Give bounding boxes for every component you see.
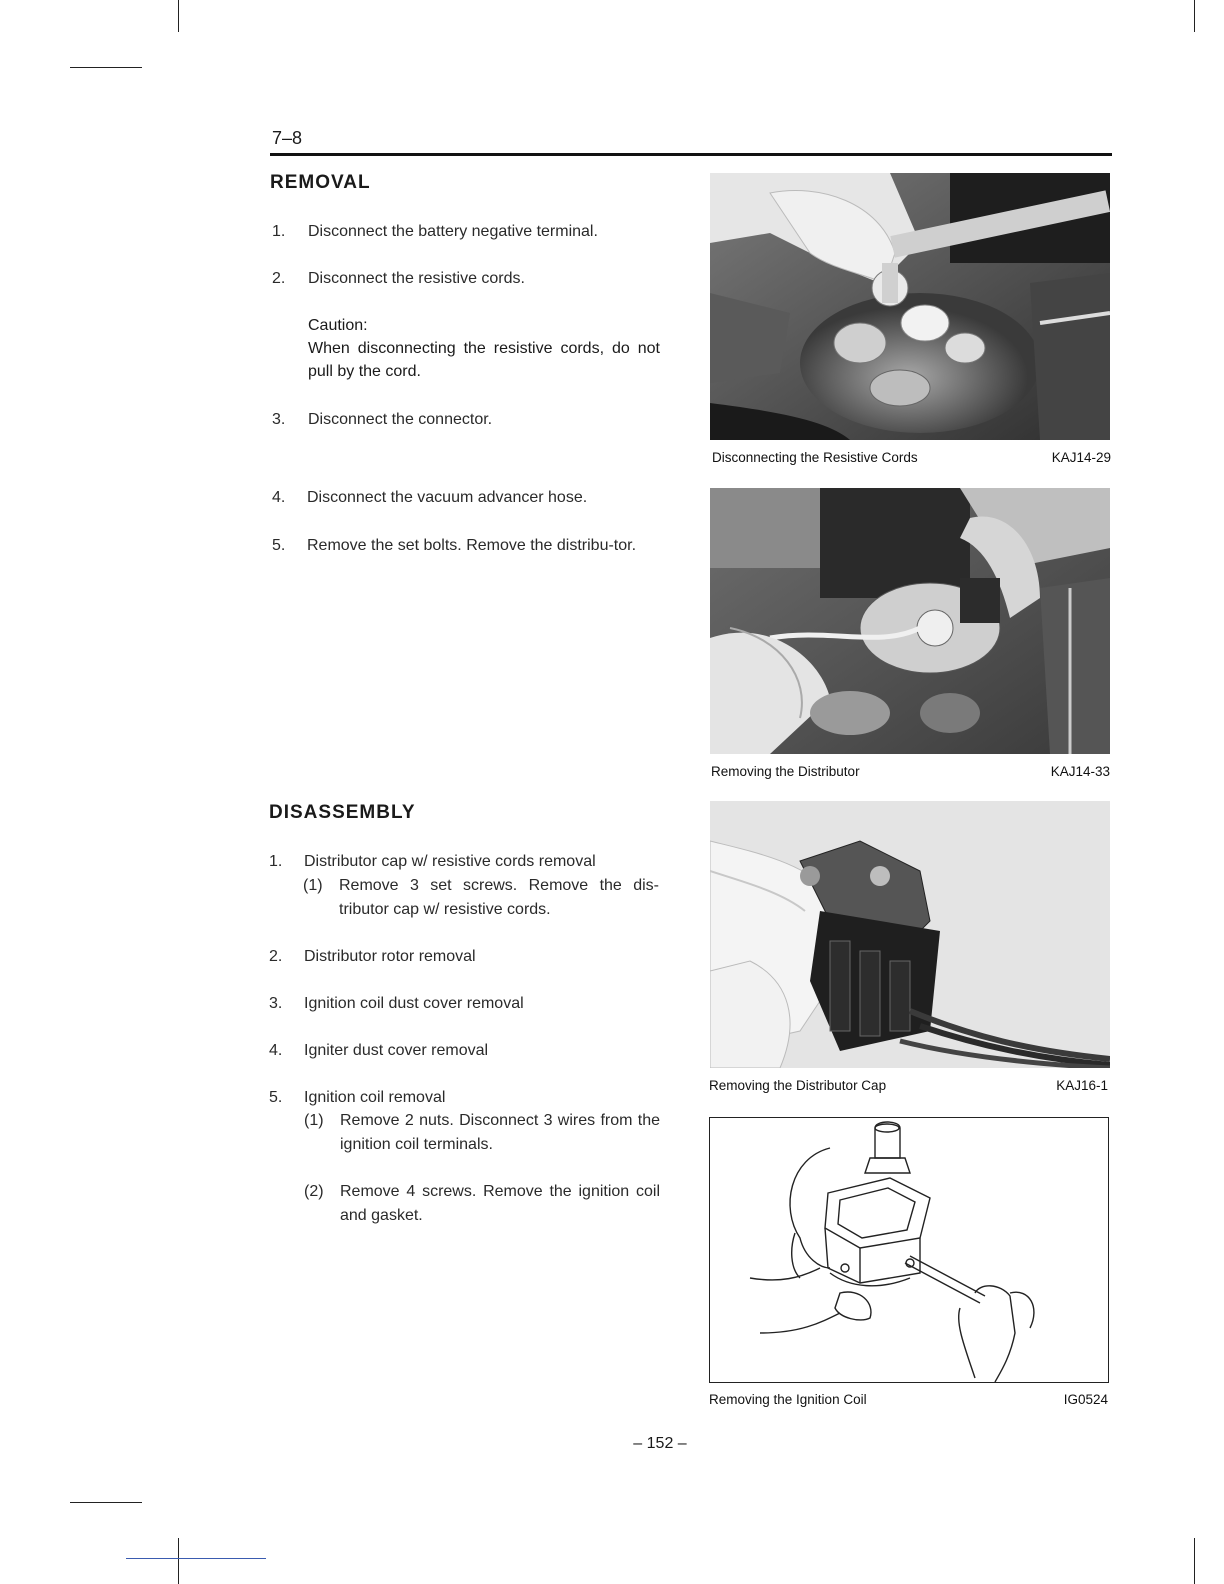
crop-mark (178, 1538, 179, 1584)
step-number: 4. (269, 1042, 283, 1059)
header-rule (270, 153, 1112, 156)
step-number: 1. (272, 223, 286, 240)
caution-text: When disconnecting the resistive cords, do not pull by the cord. (308, 340, 660, 380)
substep-number: (1) (303, 877, 323, 894)
step-number: 2. (272, 270, 286, 287)
photo-distributor-cap (710, 801, 1110, 1068)
figure-code: KAJ16-1 (1056, 1078, 1108, 1093)
step-text: Disconnect the connector. (308, 411, 493, 428)
figure-caption: Removing the Ignition Coil (709, 1392, 867, 1407)
substep-number: (2) (304, 1183, 324, 1200)
step-text: Distributor cap w/ resistive cords removal (304, 853, 596, 870)
step-text: Ignition coil dust cover removal (304, 995, 524, 1012)
step-number: 1. (269, 853, 283, 870)
step-text: Ignition coil removal (304, 1089, 446, 1106)
section-number: 7–8 (272, 128, 303, 148)
crop-mark (1194, 1538, 1195, 1584)
substep-text: Remove 4 screws. Remove the ignition coil and gasket. (340, 1183, 660, 1224)
step-text: Disconnect the vacuum advancer hose. (307, 489, 588, 506)
step-text: Disconnect the battery negative terminal. (308, 223, 598, 240)
step-text: Distributor rotor removal (304, 948, 476, 965)
step-number: 3. (269, 995, 283, 1012)
substep-number: (1) (304, 1112, 324, 1129)
removal-heading: REMOVAL (270, 172, 371, 193)
step-number: 4. (272, 489, 286, 506)
step-number: 3. (272, 411, 286, 428)
caution-block (308, 314, 660, 383)
crop-mark (126, 1558, 266, 1559)
figure-code: KAJ14-29 (1051, 450, 1111, 465)
step-number: 5. (272, 537, 286, 554)
page-number: – 152 – (633, 1435, 687, 1452)
photo-resistive-cords (710, 173, 1110, 440)
caution-label: Caution: (308, 317, 368, 334)
step-text: Igniter dust cover removal (304, 1042, 489, 1059)
figure-caption: Removing the Distributor Cap (709, 1078, 887, 1093)
substep-text: Remove 3 set screws. Remove the dis-tributor cap w/ resistive cords. (339, 877, 659, 918)
step-number: 2. (269, 948, 283, 965)
crop-mark (178, 0, 179, 32)
crop-mark (70, 1502, 142, 1503)
figure-caption: Disconnecting the Resistive Cords (712, 450, 918, 465)
substep-text: Remove 2 nuts. Disconnect 3 wires from the ignition coil terminals. (340, 1112, 660, 1153)
figure-code: KAJ14-33 (1050, 764, 1110, 779)
illustration-ignition-coil (709, 1117, 1109, 1383)
crop-mark (1194, 0, 1195, 32)
step-text: Disconnect the resistive cords. (308, 270, 525, 287)
disassembly-heading: DISASSEMBLY (269, 802, 416, 823)
figure-caption: Removing the Distributor (711, 764, 860, 779)
figure-code: IG0524 (1063, 1392, 1108, 1407)
step-number: 5. (269, 1089, 283, 1106)
crop-mark (70, 67, 142, 68)
step-text: Remove the set bolts. Remove the distribu-tor. (307, 537, 637, 554)
photo-distributor (710, 488, 1110, 754)
